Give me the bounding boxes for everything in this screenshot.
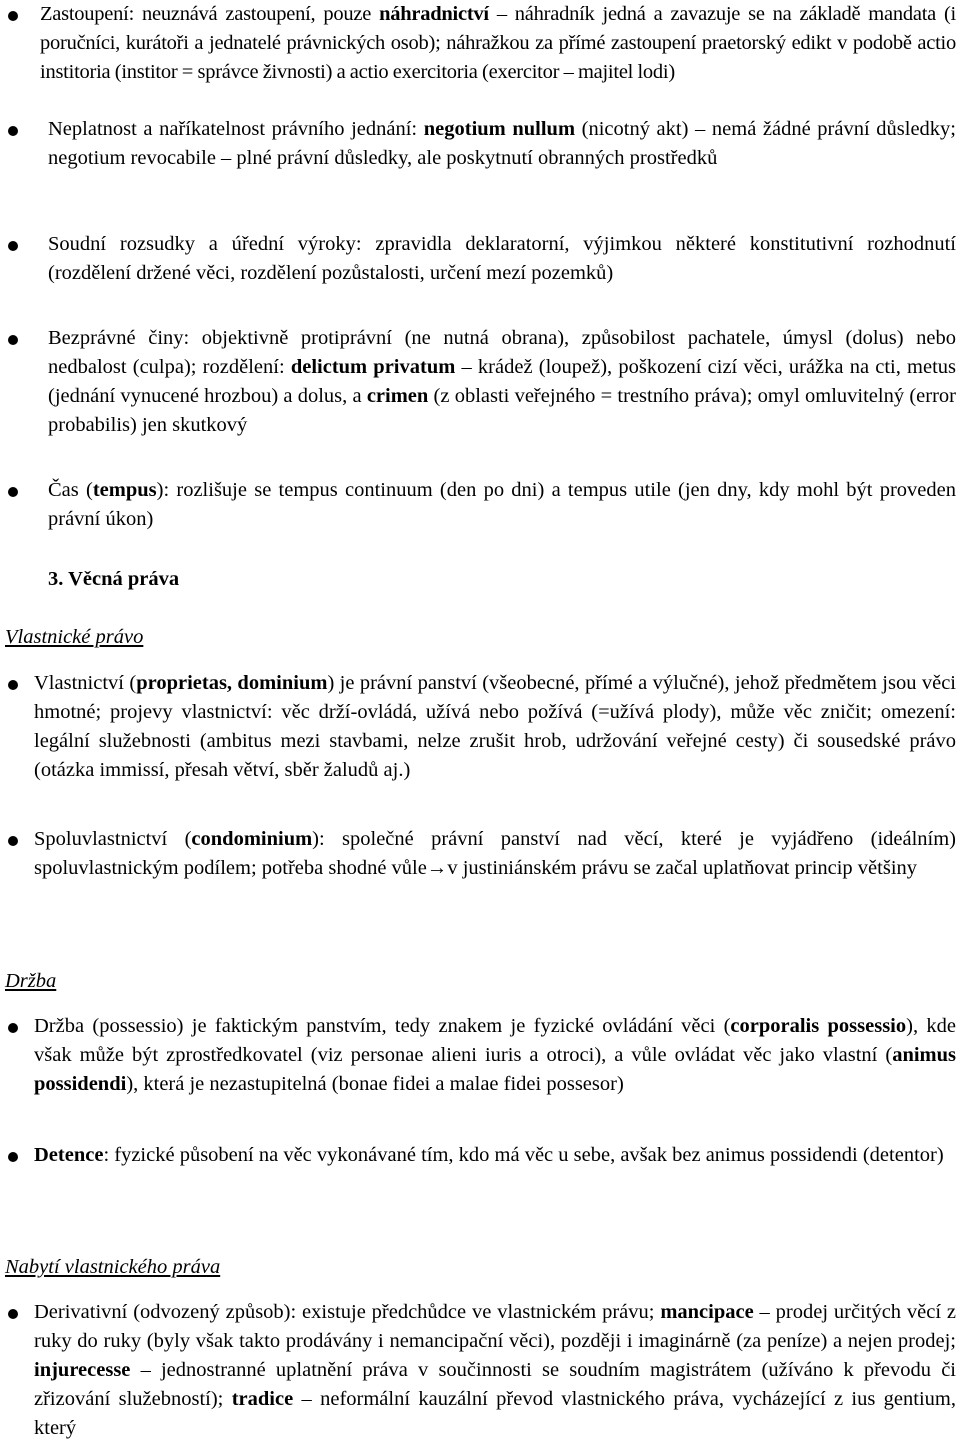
bold-term: Detence [34,1144,104,1166]
bullet-icon [8,1152,18,1162]
bullet-icon [8,241,18,251]
text-run: Čas ( [48,479,93,501]
bullet-icon [8,126,18,136]
text-run: Bezprávné činy: objektivně protiprávní (ne nutná obrana), způsobilost pachatele, úmysl (dolus) nebo nedbalost (culpa); rozdělení: [48,327,956,378]
text-run: Vlastnické právo [5,626,144,648]
text-run: (nicotný akt) – nemá žádné právní důsledky; negotium revocabile – plné právní důsledky, ale poskytnutí obranných prostředků [48,118,956,169]
bold-term: mancipace [660,1301,754,1323]
bold-term: náhradnictví [379,3,489,25]
text-run: Vlastnictví ( [34,672,137,694]
bold-term: corporalis possessio [730,1015,907,1037]
bullet-zastoupeni [40,0,956,87]
text-run: Držba (possessio) je faktickým panstvím, tedy znakem je fyzické ovládání věci ( [34,1015,731,1037]
bullet-icon [8,1309,18,1319]
bullet-spoluvlastnictvi [34,825,956,883]
bullet-icon [8,335,18,345]
bullet-vlastnictvi [34,669,956,785]
bold-term: tempus [92,479,157,501]
bullet-detence [34,1141,956,1170]
bullet-icon [8,487,18,497]
text-run: Soudní rozsudky a úřední výroky: zpravidla deklaratorní, výjimkou některé konstitutivní rozhodnutí (rozdělení držené věci, rozdělení pozůstalosti, určení mezí pozemků) [48,233,956,284]
text-run: Zastoupení: neuznává zastoupení, pouze [40,3,380,25]
bullet-cas [48,476,956,534]
text-run: Derivativní (odvozený způsob): existuje předchůdce ve vlastnickém právu; [34,1301,661,1323]
heading-drzba [5,967,605,996]
text-run: – krádež (loupež), poškození cizí věci, urážka na cti, metus (jednání vynucené hrozbou) a dolus, a [48,356,956,407]
heading-nabyti-vlastnickeho-prava [5,1253,605,1282]
text-run: Neplatnost a naříkatelnost právního jednání: [48,118,424,140]
bullet-neplatnost [48,115,956,173]
text-run: ): společné právní panství nad věcí, které je vyjádřeno (ideálním) spoluvlastnickým podílem; potřeba shodné vůle→v justiniánském právu se začal uplatňovat princip většiny [34,828,956,879]
bold-term: injurecesse [34,1359,131,1381]
text-run: – prodej určitých věcí z ruky do ruky (byly však takto prodávány i nemancipační věci), později i imaginárně (za peníze) a nejen prodej; [34,1301,956,1352]
bold-term: tradice [231,1388,294,1410]
bullet-soudni-rozsudky [48,230,956,288]
text-run: – jednostranné uplatnění práva v součinnosti se soudním magistrátem (užíváno k převodu či zřizování služebností); [34,1359,956,1410]
bullet-icon [8,1023,18,1033]
bold-term: condominium [191,828,313,850]
bullet-bezpravne-ciny [48,324,956,440]
bullet-icon [8,836,18,846]
text-run: ), která je nezastupitelná (bonae fidei a malae fidei possesor) [126,1073,624,1095]
bullet-derivativni [34,1298,956,1443]
bold-term: proprietas, dominium [136,672,328,694]
text-run: 3. Věcná práva [48,568,180,590]
bold-term: delictum privatum [290,356,456,378]
text-run: ): rozlišuje se tempus continuum (den po dni) a tempus utile (jen dny, kdy mohl být proveden právní úkon) [48,479,957,530]
bullet-drzba [34,1012,956,1099]
text-run: – náhradník jedná a zavazuje se na základě mandata (i poručníci, kurátoři a jednatelé právnických osob); náhražkou za přímé zastoupení praetorský edikt v podobě actio institoria (institor = správce živnosti) a actio exercitoria (exercitor – majitel lodi) [40,3,956,83]
text-run: ), kde však může být zprostředkovatel (viz personae alieni iuris a otroci), a vůle ovládat věc jako vlastní ( [34,1015,956,1066]
text-run: : fyzické působení na věc vykonávané tím, kdo má věc u sebe, avšak bez animus possidendi (detentor) [103,1144,944,1166]
text-run: (z oblasti veřejného = trestního práva); omyl omluvitelný (error probabilis) jen skutkový [48,385,956,436]
bullet-icon [8,680,18,690]
text-run: – neformální kauzální převod vlastnického práva, vycházející z ius gentium, který [34,1388,956,1439]
bold-term: negotium nullum [423,118,576,140]
bullet-icon [8,11,18,21]
heading-vlastnicke-pravo [5,623,605,652]
text-run: ) je právní panství (všeobecné, přímé a výlučné), jehož předmětem jsou věci hmotné; projevy vlastnictví: věc drží-ovládá, užívá nebo požívá (=užívá plody), může věc zničit; omezení: legální služebnosti (ambitus mezi stavbami, nelze zrušit hrob, udržování veřejné cesty) či sousedské právo (otázka immissí, přesah větví, sběr žaludů aj.) [34,672,956,781]
text-run: Nabytí vlastnického práva [5,1256,221,1278]
bold-term: animus possidendi [34,1044,956,1095]
section-heading-vecna-prava [48,565,648,594]
bold-term: crimen [366,385,429,407]
text-run: Držba [5,970,57,992]
text-run: Spoluvlastnictví ( [34,828,192,850]
